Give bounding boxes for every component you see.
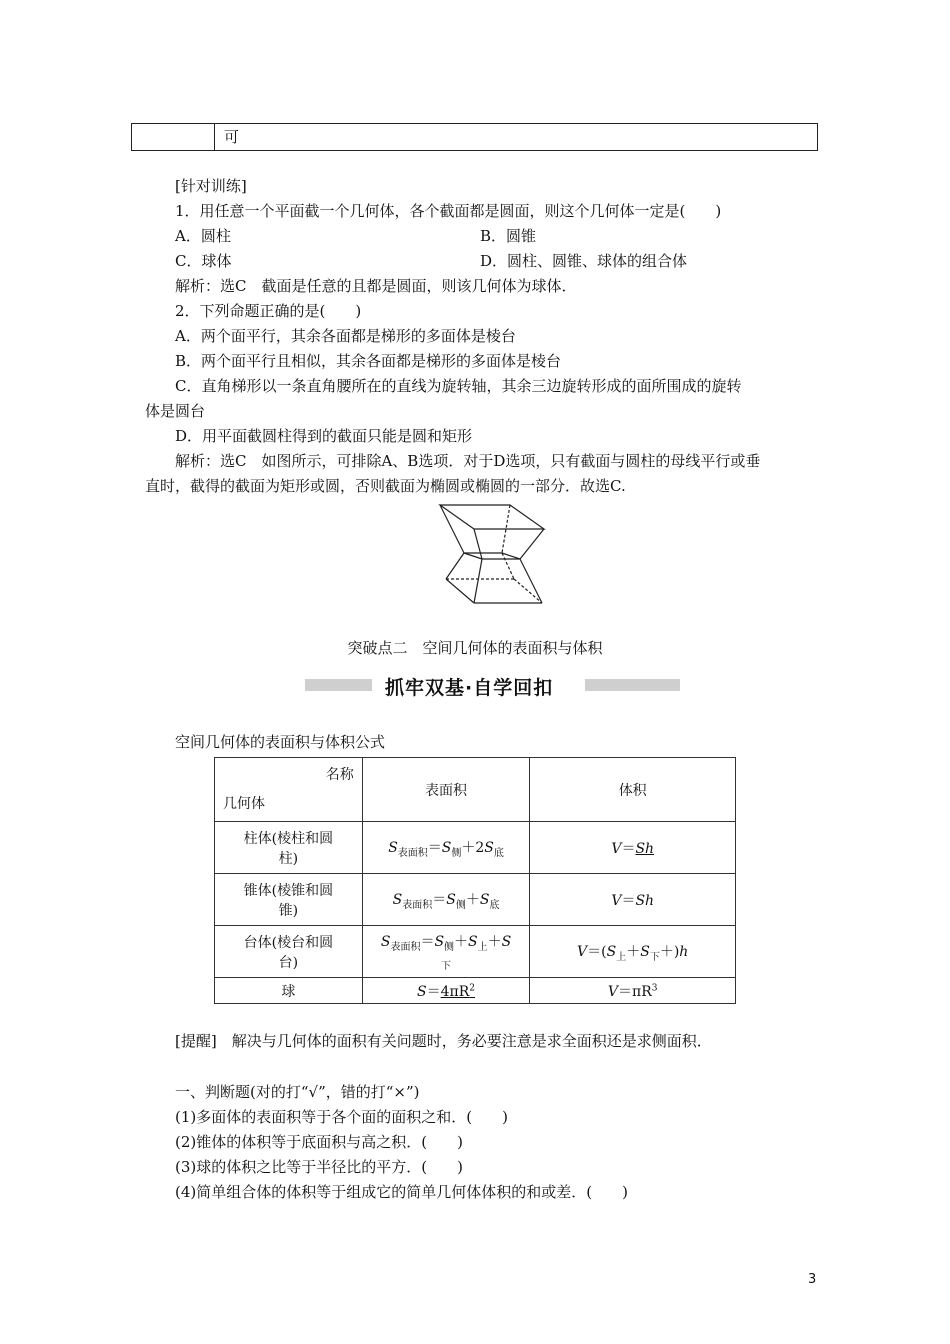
table-header-row: [215, 758, 736, 822]
pyramid-surface-formula: $S_{表面积}=S_侧+S_底$: [362, 874, 530, 926]
question-1-option-c: C．球体: [175, 252, 232, 270]
question-2-option-c: C．直角梯形以一条直角腰所在的直线为旋转轴，其余三边旋转形成的面所围成的旋转: [175, 377, 742, 395]
top-table-fragment: [131, 123, 818, 151]
table-row: [215, 926, 736, 978]
judge-heading: 一、判断题(对的打“√”，错的打“×”): [175, 1083, 420, 1101]
question-1-option-b: B．圆锥: [480, 227, 537, 245]
corner-label-top: 名称: [325, 767, 354, 783]
question-1-answer: 解析：选C 截面是任意的且都是圆面，则该几何体为球体．: [175, 277, 577, 295]
table-row: [215, 978, 736, 1004]
banner-text: 抓牢双基·自学回扣: [385, 677, 554, 699]
practice-heading: [针对训练]: [175, 177, 247, 195]
table-cell-text: 可: [224, 128, 240, 146]
question-1-stem: 1．用任意一个平面截一个几何体，各个截面都是圆面，则这个几何体一定是( ): [175, 202, 722, 220]
corner-label-bottom: 几何体: [223, 796, 265, 812]
pyramid-volume-formula: V＝Sh: [530, 874, 736, 926]
banner-bar-right: [585, 679, 680, 691]
judge-item-1: (1)多面体的表面积等于各个面的面积之和．( ): [175, 1108, 508, 1126]
tip: [175, 1031, 712, 1051]
question-2-stem: 2．下列命题正确的是( ): [175, 302, 362, 320]
frustum-surface-formula: $S_{表面积}=S_侧+S_上+S$ $_下$: [362, 926, 530, 978]
table-corner-cell: [215, 758, 363, 822]
row-name: 柱体(棱柱和圆 柱): [215, 822, 363, 874]
judge-item-3: (3)球的体积之比等于半径比的平方．( ): [175, 1158, 463, 1176]
question-1-option-d: D．圆柱、圆锥、球体的组合体: [480, 252, 688, 270]
question-2-option-c-cont: 体是圆台: [145, 402, 206, 420]
page-number: 3: [808, 1272, 817, 1287]
banner-bar-left: [305, 679, 372, 691]
question-2-option-d: D．用平面截圆柱得到的截面只能是圆和矩形: [175, 427, 473, 445]
row-name: 球: [215, 978, 363, 1004]
section-title: 突破点二 空间几何体的表面积与体积: [347, 639, 603, 657]
sphere-surface-formula: $S=4\pi R^2$: [362, 978, 530, 1004]
question-2-option-a: A．两个面平行，其余各面都是梯形的多面体是棱台: [175, 327, 516, 345]
frustum-volume-formula: $V=(S_上+S_下+)h$: [530, 926, 736, 978]
table-row: [215, 874, 736, 926]
question-2-option-b: B．两个面平行且相似，其余各面都是梯形的多面体是棱台: [175, 352, 562, 370]
section-banner: [305, 673, 680, 697]
prism-volume-formula: V＝Sh: [530, 822, 736, 874]
judge-item-2: (2)锥体的体积等于底面积与高之积．( ): [175, 1133, 463, 1151]
header-surface: 表面积: [362, 758, 530, 822]
question-2-answer-line1: 解析：选C 如图所示，可排除A、B选项．对于D选项，只有截面与圆柱的母线平行或垂: [175, 452, 761, 470]
prism-surface-formula: $S_{表面积}=S_侧+2S_底$: [362, 822, 530, 874]
header-volume: 体积: [530, 758, 736, 822]
formula-table: [214, 757, 736, 1004]
row-name: 台体(棱台和圆 台): [215, 926, 363, 978]
table-row: [215, 822, 736, 874]
table-divider: [214, 124, 215, 150]
row-name: 锥体(棱锥和圆 锥): [215, 874, 363, 926]
judge-item-4: (4)简单组合体的体积等于组成它的简单几何体体积的和或差．( ): [175, 1183, 628, 1201]
question-1-option-a: A．圆柱: [175, 227, 231, 245]
tip-label: [提醒]: [175, 1032, 217, 1050]
tip-text: 解决与几何体的面积有关问题时，务必要注意是求全面积还是求侧面积．: [231, 1032, 712, 1050]
formula-intro: 空间几何体的表面积与体积公式: [175, 733, 386, 751]
sphere-volume-formula: $V=\pi R^3$: [530, 978, 736, 1004]
frustum-figure: [438, 503, 546, 605]
question-2-answer-line2: 直时，截得的截面为矩形或圆，否则截面为椭圆或椭圆的一部分．故选C.: [145, 477, 626, 495]
